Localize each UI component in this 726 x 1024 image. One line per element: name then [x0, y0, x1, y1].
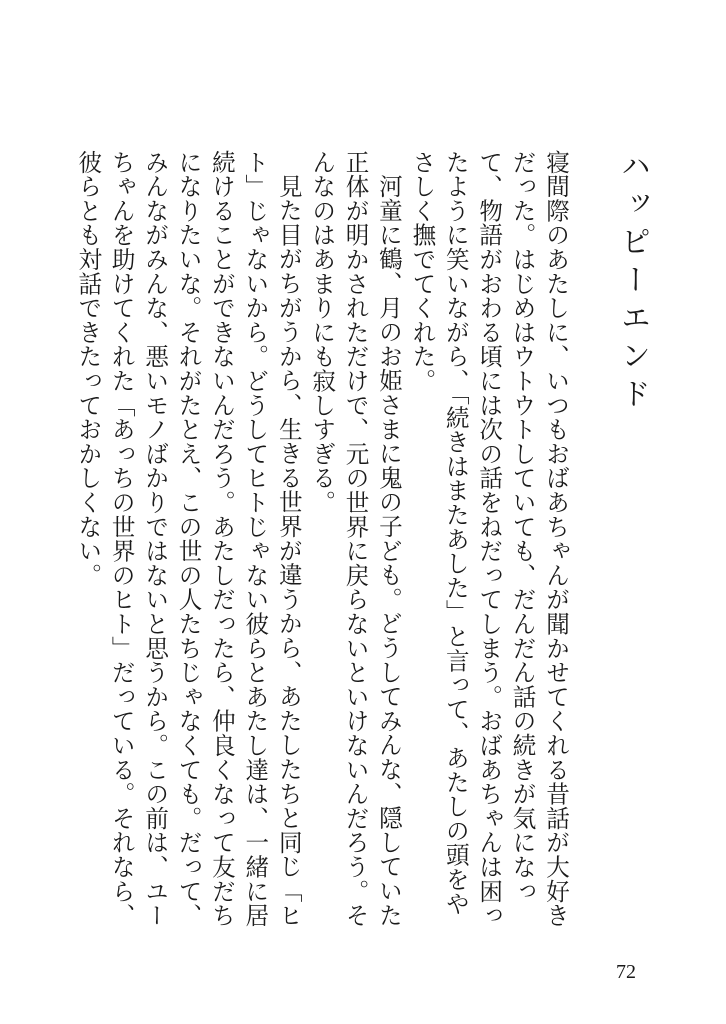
paragraph: 見た目がちがうから、生きる世界が違うから、あたしたちと同じ「ヒト」じゃないから。どうしてヒトじゃない彼らとあたし達は、一緒に居続けることができないんだろう。あたしだったら、仲良くなって友だちになりたいな。それがたとえ、この世の人たちじゃなくても。だって、みんながみんな、悪いモノばかりではないと思うから。この前は、ユーちゃんを助けてくれた「あっちの世界のヒト」だっている。それなら、彼らとも対話できたっておかしくない。 — [74, 150, 303, 928]
page-number: 72 — [616, 961, 636, 983]
paragraph: 寝間際のあたしに、いつもおばあちゃんが聞かせてくれる昔話が大好きだった。はじめはウトウトしていても、だんだん話の続きが気になって、物語がおわる頃には次の話をねだってしまう。おばあちゃんは困ったように笑いながら、「続きはまたあした」と言って、あたしの頭をやさしく撫でてくれた。 — [408, 150, 570, 928]
paragraph: 河童に鶴、月のお姫さまに鬼の子ども。どうしてみんな、隠していた正体が明かされただけで、元の世界に戻らないといけないんだろう。そんなのはあまりにも寂しすぎる。 — [308, 150, 403, 928]
chapter-title: ハッピーエンド — [615, 150, 650, 416]
body-text — [71, 150, 572, 930]
